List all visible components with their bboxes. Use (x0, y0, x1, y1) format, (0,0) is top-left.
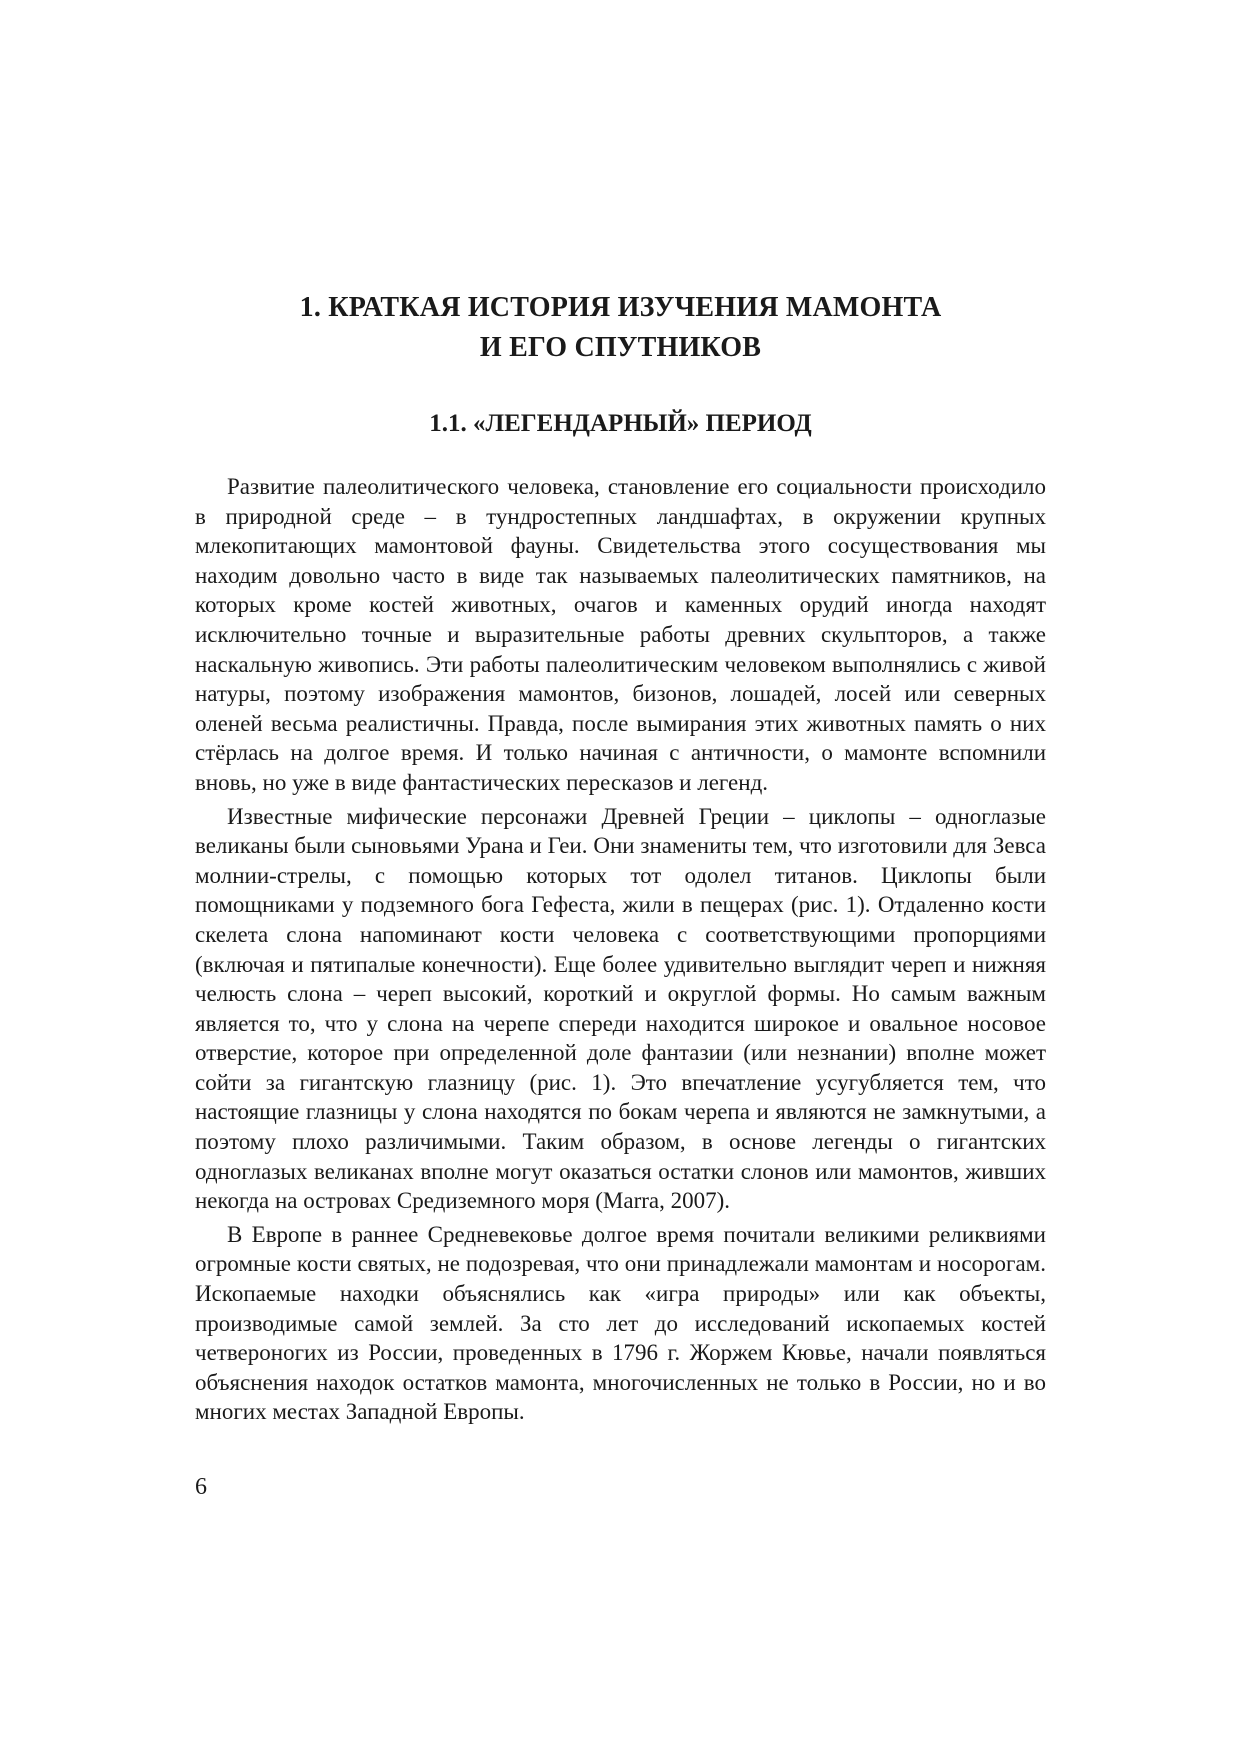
chapter-title-line-1: 1. КРАТКАЯ ИСТОРИЯ ИЗУЧЕНИЯ МАМОНТА (299, 292, 942, 323)
paragraph-2: Известные мифические персонажи Древней Греции – циклопы – одноглазые великаны были сыновьями Урана и Геи. Они знамениты тем, что изготовили для Зевса молнии-стрелы, с помощью которых тот одолел титанов. Циклопы были помощниками у подземного бога Гефеста, жили в пещерах (рис. 1). Отдаленно кости скелета слона напоминают кости человека с соответствующими пропорциями (включая и пятипалые конечности). Еще более удивительно выглядит череп и нижняя челюсть слона – череп высокий, короткий и округлой формы. Но самым важным является то, что у слона на черепе спереди находится широкое и овальное носовое отверстие, которое при определенной доле фантазии (или незнании) вполне может сойти за гигантскую глазницу (рис. 1). Это впечатление усугубляется тем, что настоящие глазницы у слона находятся по бокам черепа и являются не замкнутыми, а поэтому плохо различимыми. Таким образом, в основе легенды о гигантских одноглазых великанах вполне могут оказаться остатки слонов или мамонтов, живших некогда на островах Средиземного моря (Marra, 2007). (195, 803, 1046, 1214)
chapter-title-line-2: И ЕГО СПУТНИКОВ (479, 332, 762, 363)
paragraph-1: Развитие палеолитического человека, становление его социальности происходило в природной среде – в тундростепных ландшафтах, в окружении крупных млекопитающих мамонтовой фауны. Свидетельства этого сосуществования мы находим довольно часто в виде так называемых палеолитических памятников, на которых кроме костей животных, очагов и каменных орудий иногда находят исключительно точные и выразительные работы древних скульпторов, а также наскальную живопись. Эти работы палеолитическим человеком выполнялись с живой натуры, поэтому изображения мамонтов, бизонов, лошадей, лосей или северных оленей весьма реалистичны. Правда, после вымирания этих животных память о них стёрлась на долгое время. И только начиная с античности, о мамонте вспомнили вновь, но уже в виде фантастических пересказов и легенд. (195, 474, 1046, 795)
section-title: 1.1. «ЛЕГЕНДАРНЫЙ» ПЕРИОД (429, 410, 812, 437)
page-number: 6 (195, 1474, 207, 1500)
body-text (195, 472, 1046, 1431)
chapter-title (200, 288, 1041, 368)
paragraph-3: В Европе в раннее Средневековье долгое время почитали великими реликвиями огромные кости святых, не подозревая, что они принадлежали мамонтам и носорогам. Ископаемые находки объяснялись как «игра природы» или как объекты, производимые самой землей. За сто лет до исследований ископаемых костей четвероногих из России, проведенных в 1796 г. Жоржем Кювье, начали появляться объяснения находок остатков мамонта, многочисленных не только в России, но и во многих местах Западной Европы. (195, 1221, 1046, 1425)
